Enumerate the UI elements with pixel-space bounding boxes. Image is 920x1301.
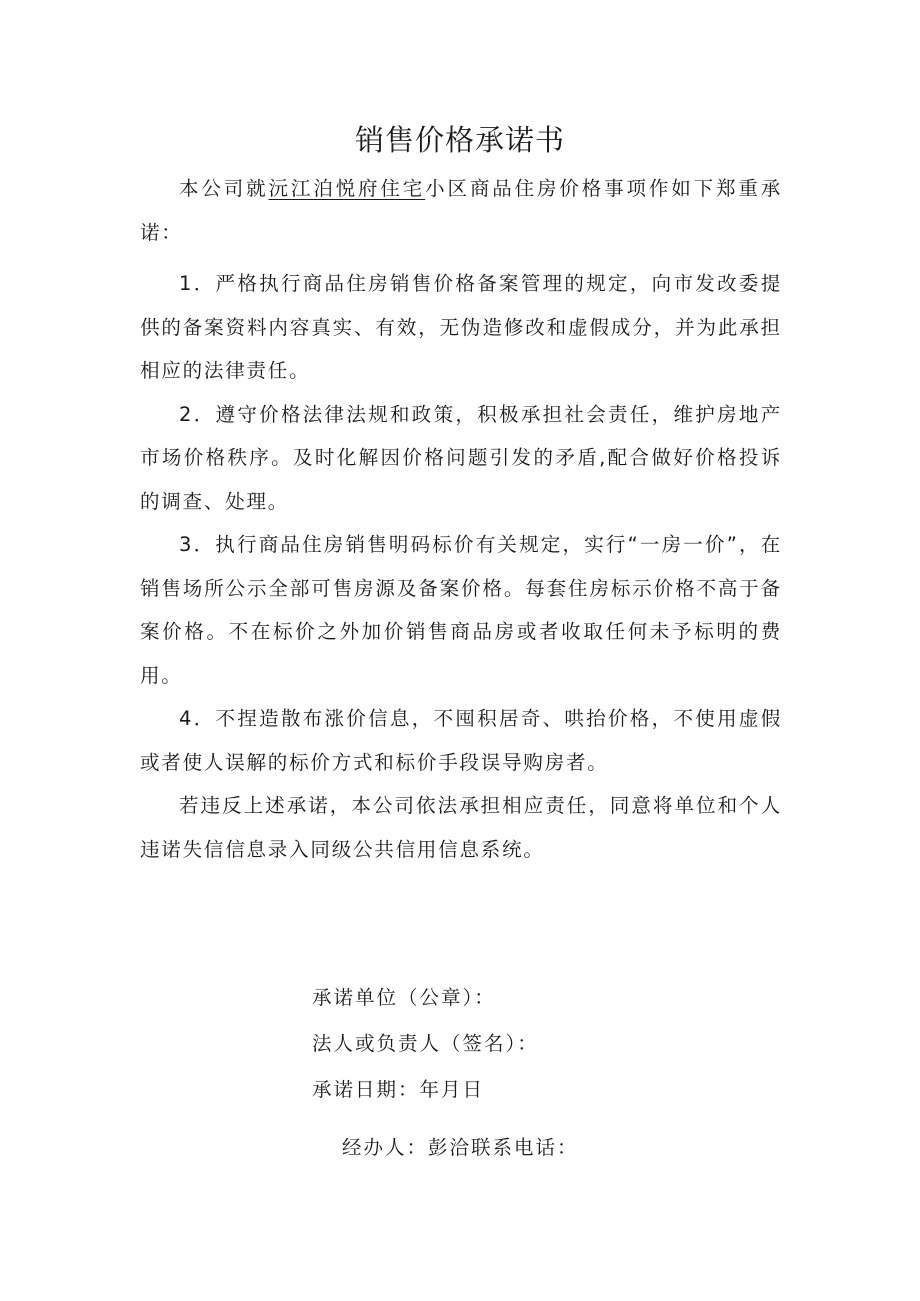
breach-clause: 若违反上述承诺，本公司依法承担相应责任，同意将单位和个人违诺失信信息录入同级公共信用信息系统。 bbox=[140, 794, 782, 861]
document-title: 销售价格承诺书 bbox=[354, 123, 565, 157]
intro-paragraph bbox=[140, 167, 782, 254]
contact-line: 经办人：彭洽联系电话： bbox=[342, 1136, 579, 1159]
clause-2: 2．遵守价格法律法规和政策，积极承担社会责任，维护房地产市场价格秩序。及时化解因价格问题引发的矛盾,配合做好价格投诉的调查、处理。 bbox=[140, 402, 782, 513]
intro-prefix: 本公司就 bbox=[179, 177, 269, 200]
signature-legal-person: 法人或负责人（签名）： bbox=[312, 1032, 539, 1055]
signature-unit: 承诺单位（公章）： bbox=[312, 986, 496, 1009]
intro-suffix: 小区商品住房价格事项作如下郑重承诺： bbox=[140, 177, 782, 244]
clause-3: 3．执行商品住房销售明码标价有关规定，实行“一房一价”，在销售场所公示全部可售房源及备案价格。每套住房标示价格不高于备案价格。不在标价之外加价销售商品房或者收取任何未予标明的费用。 bbox=[140, 533, 782, 687]
project-name: 沅江泊悦府住宅 bbox=[268, 177, 426, 200]
document-body bbox=[140, 167, 782, 871]
signature-date: 承诺日期：年月日 bbox=[312, 1078, 485, 1101]
clause-1: 1．严格执行商品住房销售价格备案管理的规定，向市发改委提供的备案资料内容真实、有效，无伪造修改和虚假成分，并为此承担相应的法律责任。 bbox=[140, 272, 782, 382]
clause-4: 4．不捏造散布涨价信息，不囤积居奇、哄抬价格，不使用虚假或者使人误解的标价方式和标价手段误导购房者。 bbox=[140, 707, 782, 774]
